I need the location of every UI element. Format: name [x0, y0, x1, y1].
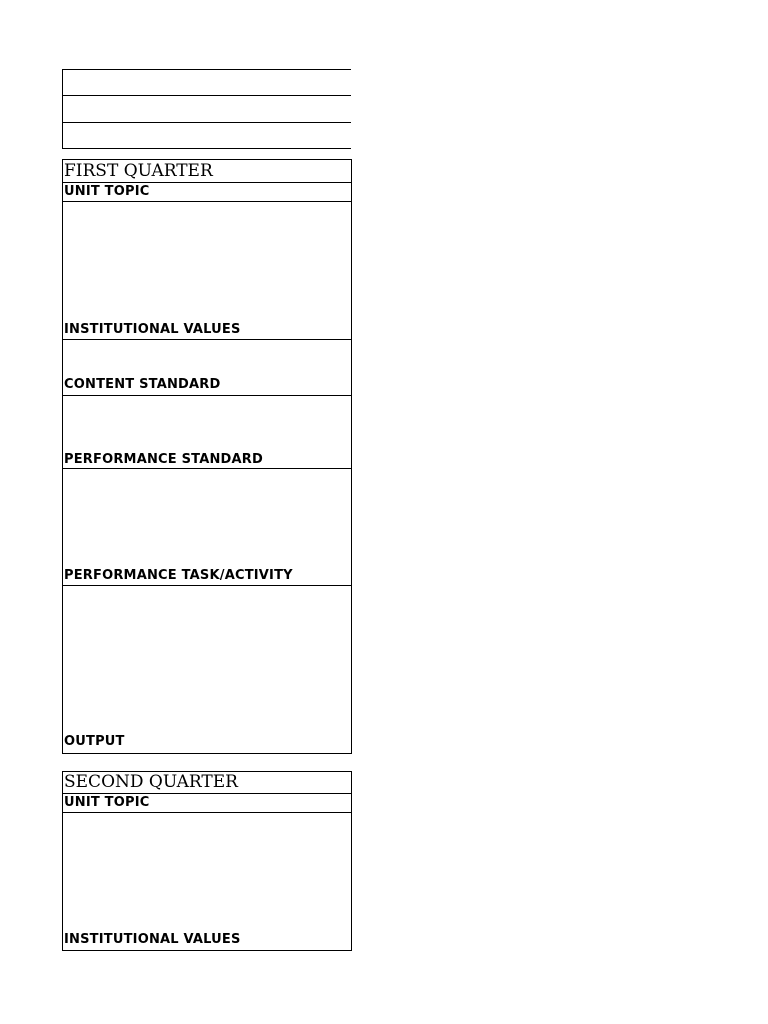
institutional-values-label: INSTITUTIONAL VALUES [64, 932, 241, 947]
header-row-line [62, 69, 351, 70]
first-quarter-title: FIRST QUARTER [64, 161, 213, 181]
second-quarter-title: SECOND QUARTER [64, 772, 238, 792]
content-standard-label: CONTENT STANDARD [64, 377, 221, 392]
unit-topic-label: UNIT TOPIC [64, 795, 150, 810]
header-left-border [62, 69, 63, 149]
institutional-values-label: INSTITUTIONAL VALUES [64, 322, 241, 337]
row-divider [62, 585, 351, 586]
header-row-line [62, 122, 351, 123]
performance-task-label: PERFORMANCE TASK/ACTIVITY [64, 568, 293, 583]
row-divider [62, 812, 351, 813]
row-divider [62, 339, 351, 340]
performance-standard-label: PERFORMANCE STANDARD [64, 452, 263, 467]
output-label: OUTPUT [64, 734, 125, 749]
row-divider [62, 201, 351, 202]
unit-topic-label: UNIT TOPIC [64, 184, 150, 199]
header-row-line [62, 95, 351, 96]
header-row-line [62, 148, 351, 149]
row-divider [62, 793, 351, 794]
row-divider [62, 468, 351, 469]
row-divider [62, 395, 351, 396]
row-divider [62, 182, 351, 183]
